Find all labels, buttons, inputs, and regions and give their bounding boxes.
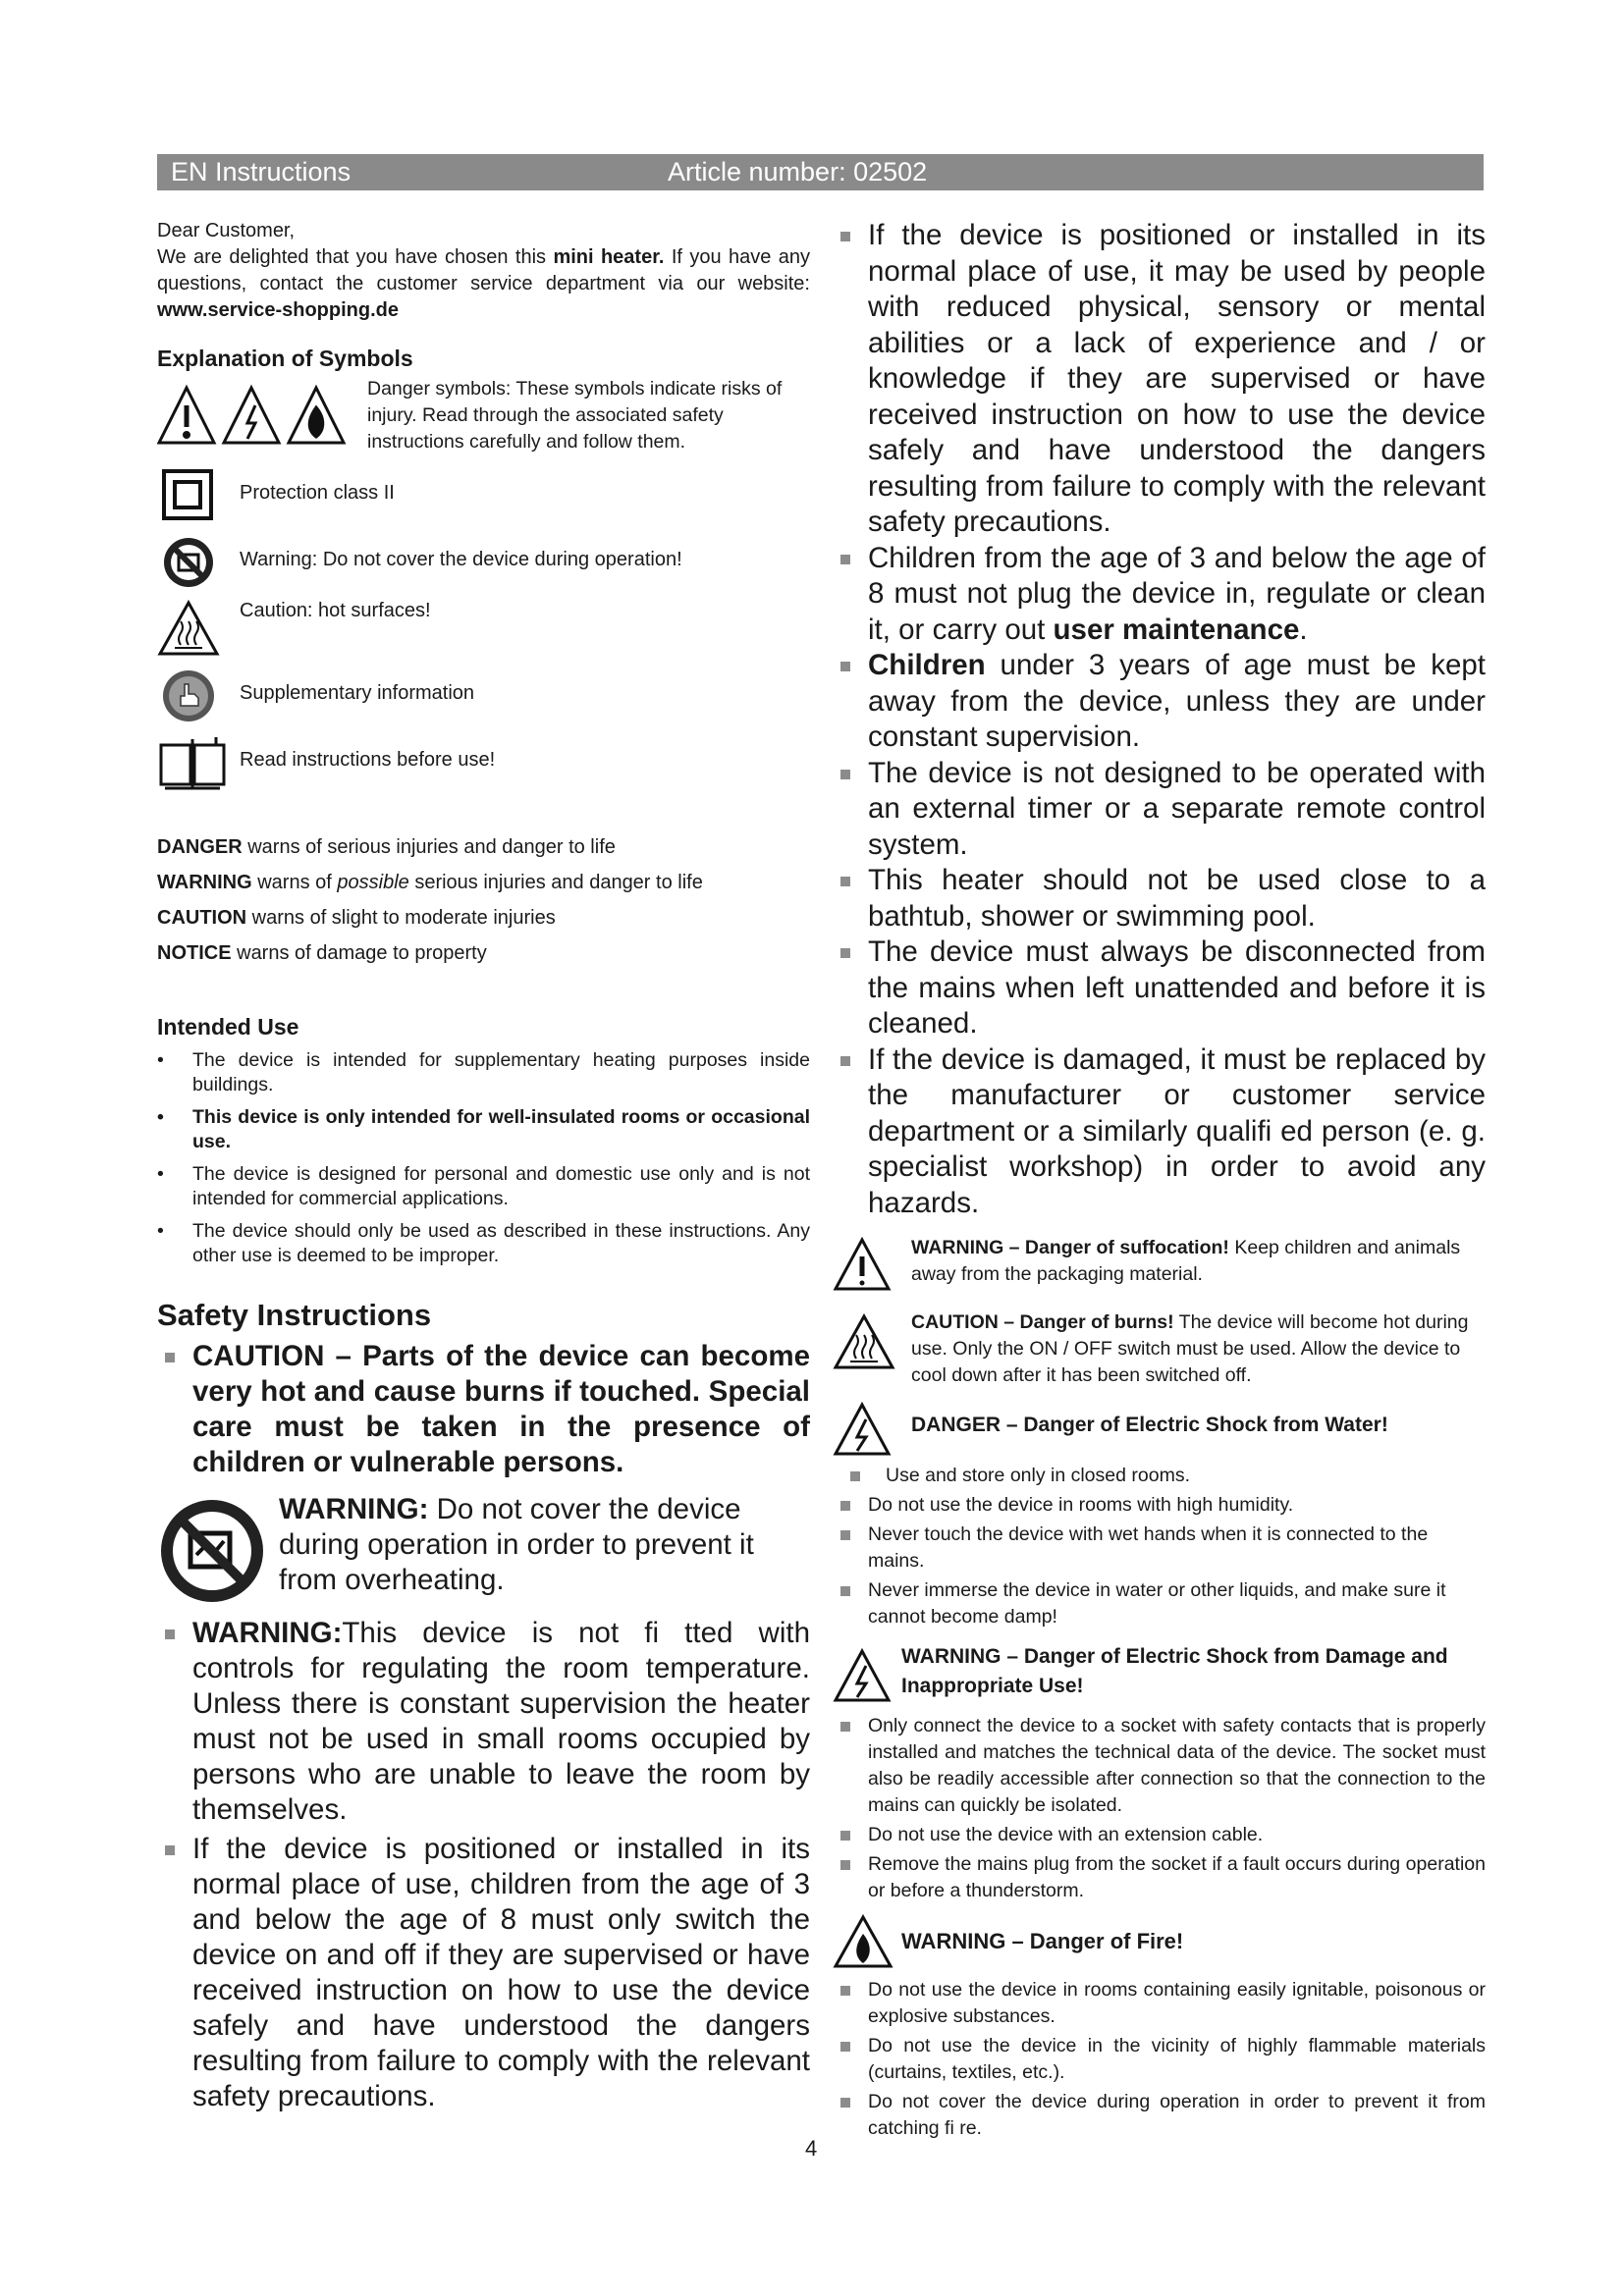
symbol-row-info: [157, 668, 810, 729]
symbol-label: Caution: hot surfaces!: [240, 600, 431, 621]
fire-list: [833, 1977, 1486, 2142]
symbol-row-do-not-cover: [157, 535, 810, 596]
safety-caution-item: [157, 1339, 810, 1480]
signal-desc: warns of damage to property: [231, 942, 487, 964]
list-item: [833, 934, 1486, 1042]
signal-desc: warns of serious injuries and danger to life: [242, 836, 616, 858]
signal-desc: warns of slight to moderate injuries: [246, 907, 556, 929]
list-item: [833, 1042, 1486, 1222]
suffocation-warning: [833, 1235, 1486, 1300]
signal-word: WARNING: [157, 872, 252, 893]
signal-word-caution: [157, 900, 810, 935]
damage-list: [833, 1713, 1486, 1904]
warning-label: WARNING:: [279, 1493, 429, 1525]
list-item: [833, 756, 1486, 864]
signal-word: DANGER: [157, 836, 243, 858]
list-item-text: Never immerse the device in water or other liquids, and make sure it cannot become damp!: [868, 1579, 1446, 1628]
danger-symbols-row: [157, 376, 810, 462]
signal-word-notice: [157, 935, 810, 971]
warning-body: The device will become hot during use. Only the ON / OFF switch must be used. Allow the device to cool down after it has been switched off.: [911, 1311, 1469, 1386]
do-not-cover-icon: [161, 535, 216, 590]
list-item-text: under 3 years of age must be kept away from the device, unless they are under constant supervision.: [868, 649, 1486, 753]
list-item: • The device should only be used as described in these instructions. Any other use is deemed to be improper.: [157, 1219, 810, 1268]
list-item: [833, 1492, 1486, 1519]
warning-triangle-icon: [159, 388, 214, 443]
symbol-row-read-manual: [157, 735, 810, 796]
hot-surface-icon: [157, 600, 220, 657]
header-language-title: EN Instructions: [171, 157, 352, 187]
list-item: [833, 218, 1486, 541]
warning-label: CAUTION – Danger of burns!: [911, 1311, 1174, 1333]
warning-cover-text: [279, 1492, 809, 1598]
burns-caution: [833, 1309, 1486, 1394]
list-item: [833, 1977, 1486, 2030]
damage-warning-heading: [833, 1642, 1486, 1709]
list-item-text: Do not use the device in the vicinity of highly flammable materials (curtains, textiles, etc.).: [868, 2035, 1486, 2083]
list-item: [833, 2089, 1486, 2142]
list-item: [833, 1822, 1486, 1848]
list-item-text: Children from the age of 3 and below the age of 8 must not plug the device in, regulate or clean it, or carry out: [868, 541, 1486, 646]
list-item-text: This heater should not be used close to a bathtub, shower or swimming pool.: [868, 864, 1486, 933]
warning-body: This device is not fi tted with controls for regulating the room temperature. Unless there is constant supervision the heater must not be used in small rooms occupied by persons who are unable to leave the room by themselves.: [192, 1617, 810, 1826]
fire-warning-heading: [833, 1914, 1486, 1971]
list-item: • The device is intended for supplementary heating purposes inside buildings.: [157, 1048, 810, 1097]
list-item: [833, 2033, 1486, 2086]
danger-symbols-text: Danger symbols: These symbols indicate risks of injury. Read through the associated safety instructions carefully and follow them.: [367, 378, 783, 453]
list-item: [833, 863, 1486, 934]
warning-cover-block: [157, 1492, 810, 1604]
list-item-text: If the device is positioned or installed in its normal place of use, it may be used by people with reduced physical, sensory or mental abilities or a lack of experience and / or knowledge if they are supervised or have received instruction on how to use the device safely and have understood the dangers resulting from failure to comply with the relevant safety precautions.: [868, 219, 1486, 538]
warning-label: WARNING:: [192, 1617, 343, 1649]
list-item: [833, 1713, 1486, 1819]
safety-warning-temp: [157, 1616, 810, 1828]
list-item-text: .: [1299, 613, 1308, 646]
safety-children-text: If the device is positioned or installed in its normal place of use, children from the age of 3 and below the age of 8 must only switch the device on and off if they are supervised or have received instruction on how to use the device safely and have understood the dangers resulting from failure to comply with the relevant safety precautions.: [192, 1833, 810, 2112]
intended-use-list: [157, 1048, 810, 1268]
do-not-cover-icon: [157, 1496, 267, 1606]
signal-word-warning: [157, 865, 810, 900]
page-number: 4: [805, 2136, 818, 2161]
symbol-label: Supplementary information: [240, 682, 475, 704]
suffocation-text: [911, 1235, 1486, 1288]
electric-triangle-icon: [224, 388, 279, 443]
header-article-number: Article number: 02502: [668, 157, 928, 187]
warning-body: Do not cover the device during operation in order to prevent it from overheating.: [279, 1493, 754, 1596]
fire-triangle-icon: [289, 388, 344, 443]
list-item-text: Do not use the device in rooms containing easily ignitable, poisonous or explosive substances.: [868, 1979, 1486, 2027]
signal-desc: serious injuries and danger to life: [408, 872, 703, 893]
water-danger-title: DANGER – Danger of Electric Shock from Water!: [911, 1414, 1388, 1436]
safety-title: Safety Instructions: [157, 1298, 432, 1332]
signal-words: [157, 829, 810, 971]
warning-body: Keep children and animals away from the packaging material.: [911, 1237, 1461, 1285]
right-column: [833, 218, 1486, 2142]
greeting: Dear Customer,: [157, 220, 296, 241]
list-item: [833, 1463, 1486, 1489]
info-hand-icon: [161, 668, 216, 723]
symbol-label: Warning: Do not cover the device during operation!: [240, 549, 682, 570]
symbol-row-protection: [157, 468, 810, 529]
burns-text: [911, 1309, 1486, 1389]
list-item: [833, 1522, 1486, 1575]
list-item-text: Do not use the device in rooms with high humidity.: [868, 1494, 1294, 1516]
safety-list-continued: [833, 218, 1486, 1221]
damage-warning-title: WARNING – Danger of Electric Shock from Damage and Inappropriate Use!: [901, 1645, 1448, 1697]
list-item-text: Do not cover the device during operation in order to prevent it from catching fi re.: [868, 2091, 1486, 2139]
intended-use-title: Intended Use: [157, 1014, 299, 1040]
list-item-text: Do not use the device with an extension cable.: [868, 1824, 1264, 1845]
website-link[interactable]: www.service-shopping.de: [157, 299, 399, 321]
signal-desc: warns of: [251, 872, 338, 893]
signal-word: CAUTION: [157, 907, 247, 929]
water-list: [833, 1463, 1486, 1630]
symbol-row-hot-surface: [157, 596, 810, 667]
list-item: • This device is only intended for well-insulated rooms or occasional use.: [157, 1105, 810, 1154]
hot-surface-icon: [833, 1313, 895, 1370]
list-item-bold: user maintenance: [1053, 613, 1300, 646]
list-item: • The device is designed for personal and domestic use only and is not intended for commercial applications.: [157, 1162, 810, 1211]
read-manual-icon: [157, 735, 228, 790]
symbols-title: Explanation of Symbols: [157, 346, 413, 371]
safety-caution-text: CAUTION – Parts of the device can become very hot and cause burns if touched. Special care must be taken in the presence of children or vulnerable persons.: [192, 1340, 810, 1478]
safety-caution-list: [157, 1339, 810, 1480]
protection-class-icon: [161, 468, 214, 521]
danger-triangles: [157, 384, 353, 447]
list-item: [833, 541, 1486, 649]
symbol-label: Read instructions before use!: [240, 749, 496, 771]
signal-word-danger: [157, 829, 810, 865]
list-item-bold: Children: [868, 649, 986, 681]
electric-triangle-icon: [833, 1402, 892, 1457]
list-item: [833, 648, 1486, 756]
list-item-text: Only connect the device to a socket with safety contacts that is properly installed and matches the technical data of the device. The socket must also be readily accessible after connection so that the connection to the mains can quickly be isolated.: [868, 1715, 1486, 1816]
list-item-text: If the device is damaged, it must be replaced by the manufacturer or customer service department or a similarly qualifi ed person (e. g. specialist workshop) in order to avoid any hazards.: [868, 1042, 1486, 1219]
signal-desc-italic: possible: [337, 872, 409, 893]
list-item-text: Never touch the device with wet hands when it is connected to the mains.: [868, 1523, 1429, 1572]
fire-warning-title: WARNING – Danger of Fire!: [901, 1929, 1184, 1953]
intro-text-c: If you have any questions, contact the customer service department via our website:: [157, 246, 810, 294]
list-item: [833, 1577, 1486, 1630]
safety-warning-list: [157, 1616, 810, 2114]
left-column: [157, 218, 810, 2114]
symbol-label: Protection class II: [240, 482, 395, 504]
list-item-text: Remove the mains plug from the socket if a fault occurs during operation or before a thunderstorm.: [868, 1853, 1486, 1901]
electric-triangle-icon: [833, 1648, 892, 1703]
signal-word: NOTICE: [157, 942, 232, 964]
warning-triangle-icon: [833, 1237, 892, 1292]
water-danger-heading: [833, 1402, 1486, 1457]
intro-text-a: We are delighted that you have chosen this: [157, 246, 554, 268]
fire-triangle-icon: [833, 1914, 893, 1969]
safety-children-switch: [157, 1832, 810, 2114]
header-bar: [157, 154, 1484, 190]
list-item-text: The device must always be disconnected from the mains when left unattended and before it is cleaned.: [868, 935, 1486, 1040]
list-item-text: Use and store only in closed rooms.: [886, 1465, 1190, 1486]
list-item-text: The device is not designed to be operated with an external timer or a separate remote control system.: [868, 756, 1486, 861]
intro-product: mini heater.: [553, 246, 665, 268]
intro-paragraph: [157, 244, 810, 324]
list-item: [833, 1851, 1486, 1904]
warning-label: WARNING – Danger of suffocation!: [911, 1237, 1229, 1258]
